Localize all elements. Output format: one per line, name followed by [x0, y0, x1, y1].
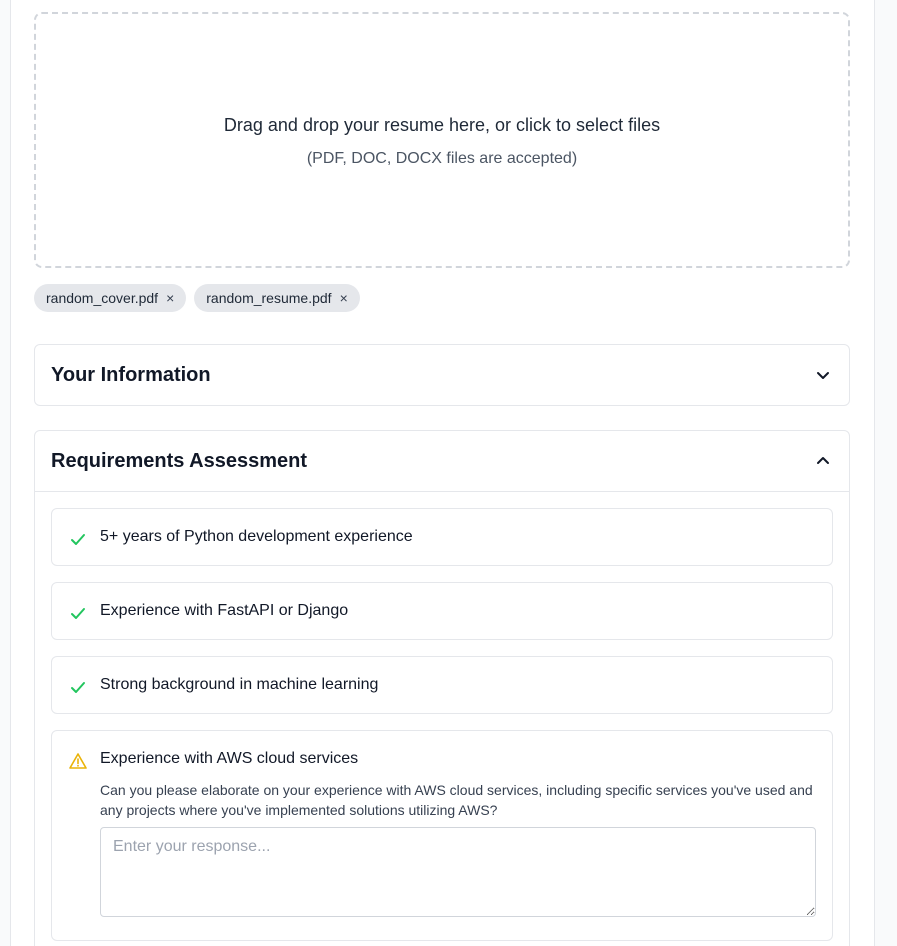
check-icon [69, 530, 87, 548]
section-title: Your Information [51, 363, 211, 386]
your-information-header[interactable] [35, 345, 849, 405]
chevron-up-icon [815, 453, 831, 469]
requirement-item [51, 582, 833, 640]
check-icon [69, 604, 87, 622]
dropzone-title: Drag and drop your resume here, or click to select files [223, 115, 661, 135]
file-chip [34, 284, 186, 312]
dropzone-subtitle: (PDF, DOC, DOCX files are accepted) [306, 150, 578, 167]
requirement-label: Strong background in machine learning [100, 676, 379, 693]
file-chip-list [34, 284, 360, 312]
requirement-item-warning [51, 730, 833, 941]
file-chip-name: random_cover.pdf [46, 290, 159, 306]
file-chip [194, 284, 359, 312]
requirement-label: Experience with AWS cloud services [100, 750, 359, 767]
requirements-assessment-section [34, 430, 850, 946]
requirement-item [51, 508, 833, 566]
file-chip-name: random_resume.pdf [206, 290, 332, 306]
check-icon [69, 678, 87, 696]
warning-icon [69, 752, 87, 770]
requirement-label: 5+ years of Python development experience [100, 528, 413, 545]
response-textarea[interactable] [100, 827, 816, 917]
requirement-item [51, 656, 833, 714]
remove-file-button[interactable]: × [339, 290, 348, 306]
remove-file-button[interactable]: × [166, 290, 175, 306]
chevron-down-icon [815, 367, 831, 383]
resume-dropzone[interactable] [34, 12, 850, 268]
section-title: Requirements Assessment [51, 449, 308, 472]
follow-up-question: Can you please elaborate on your experience with AWS cloud services, including specific services you've used and any projects where you've implemented solutions utilizing AWS? [100, 782, 813, 818]
requirement-label: Experience with FastAPI or Django [100, 602, 349, 619]
your-information-section [34, 344, 850, 406]
requirements-assessment-header[interactable] [35, 431, 849, 492]
